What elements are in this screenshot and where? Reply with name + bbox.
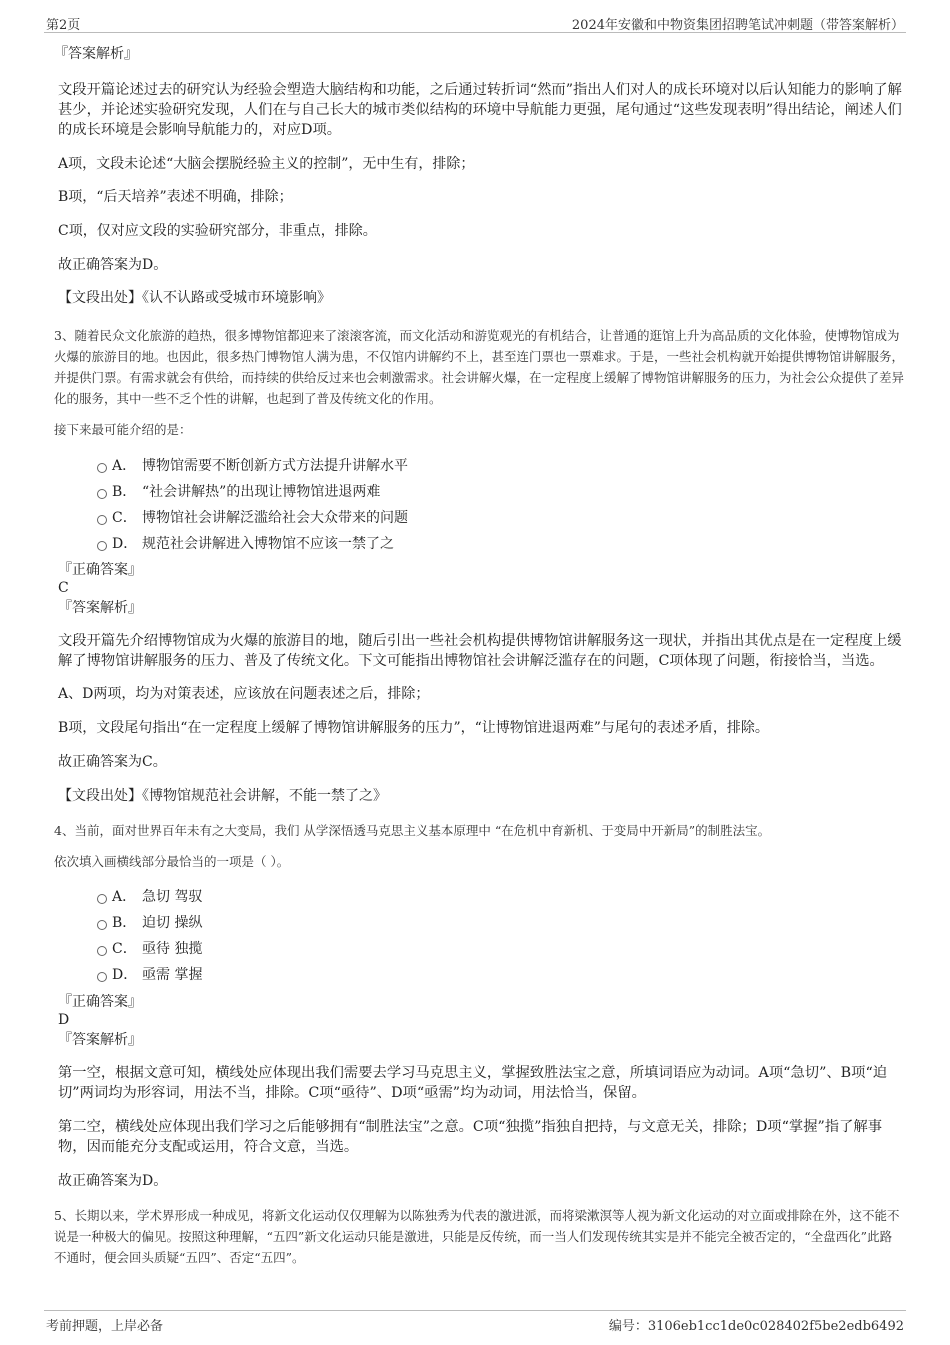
option-letter: D． xyxy=(112,536,138,552)
radio-icon[interactable] xyxy=(97,463,107,473)
option-a[interactable] xyxy=(54,884,904,910)
question-5 xyxy=(54,1205,904,1268)
analysis-conclusion: 故正确答案为C。 xyxy=(58,754,167,770)
option-letter: C． xyxy=(112,941,137,957)
option-c[interactable] xyxy=(54,505,904,531)
question-prompt: 接下来最可能介绍的是： xyxy=(54,422,192,437)
analysis-point-b: B项，文段尾句指出“在一定程度上缓解了博物馆讲解服务的压力”，“让博物馆进退两难”与尾句的表述矛盾，排除。 xyxy=(58,720,769,736)
analysis-paragraph-2: 第二空，横线处应体现出我们学习之后能够拥有“制胜法宝”之意。C项“独揽”指独自把持，与文意无关，排除；D项“掌握”指了解事物，因而能充分支配或运用，符合文意，当选。 xyxy=(58,1119,882,1155)
option-letter: D． xyxy=(112,967,138,983)
analysis-point-ad: A、D两项，均为对策表述，应该放在问题表述之后，排除； xyxy=(58,686,430,702)
page-header xyxy=(44,12,906,33)
options-list xyxy=(54,884,904,988)
option-d[interactable] xyxy=(54,962,904,988)
options-list xyxy=(54,453,904,557)
analysis-label: 『答案解析』 xyxy=(58,600,142,616)
analysis-label: 『答案解析』 xyxy=(58,1032,142,1048)
analysis-paragraph: 文段开篇先介绍博物馆成为火爆的旅游目的地，随后引出一些社会机构提供博物馆讲解服务这一现状，并指出其优点是在一定程度上缓解了博物馆讲解服务的压力、普及了传统文化。下文可能指出博物馆社会讲解泛滥存在的问题，C项体现了问题，衔接恰当，当选。 xyxy=(58,633,902,669)
option-text: 规范社会讲解进入博物馆不应该一禁了之 xyxy=(142,536,394,552)
radio-icon[interactable] xyxy=(97,894,107,904)
option-c[interactable] xyxy=(54,936,904,962)
question-stem: 5、长期以来，学术界形成一种成见，将新文化运动仅仅理解为以陈独秀为代表的激进派，而将梁漱溟等人视为新文化运动的对立面或排除在外，这不能不说是一种极大的偏见。按照这种理解，“五四”新文化运动只能是激进，只能是反传统，而一当人们发现传统其实是并不能完全被否定的，“全盘西化”此路不通时，便会回头质疑“五四”、否定“五四”。 xyxy=(54,1208,900,1265)
radio-icon[interactable] xyxy=(97,920,107,930)
prev-question-analysis xyxy=(54,44,904,308)
answer-value: D xyxy=(58,1012,70,1028)
option-letter: C． xyxy=(112,510,137,526)
radio-icon[interactable] xyxy=(97,946,107,956)
question-stem: 3、随着民众文化旅游的趋热，很多博物馆都迎来了滚滚客流，而文化活动和游览观光的有机结合，让普通的逛馆上升为高品质的文化体验，使博物馆成为火爆的旅游目的地。也因此，很多热门博物馆人满为患，不仅馆内讲解约不上，甚至连门票也一票难求。于是，一些社会机构就开始提供博物馆讲解服务，并提供门票。有需求就会有供给，而持续的供给反过来也会刺激需求。社会讲解火爆，在一定程度上缓解了博物馆讲解服务的压力，为社会公众提供了差异化的服务，其中一些不乏个性的讲解，也起到了普及传统文化的作用。 xyxy=(54,328,905,406)
option-letter: B． xyxy=(112,484,137,500)
footer-slogan: 考前押题，上岸必备 xyxy=(46,1319,164,1334)
answer-label: 『正确答案』 xyxy=(58,994,142,1010)
option-text: “社会讲解热”的出现让博物馆进退两难 xyxy=(142,484,381,500)
option-text: 亟需 掌握 xyxy=(142,967,203,983)
option-letter: A． xyxy=(112,458,137,474)
question-stem: 4、当前，面对世界百年未有之大变局，我们 从学深悟透马克思主义基本原理中 “在危机中育新机、于变局中开新局”的制胜法宝。 xyxy=(54,823,771,838)
option-text: 迫切 操纵 xyxy=(142,915,203,931)
radio-icon[interactable] xyxy=(97,541,107,551)
option-text: 博物馆社会讲解泛滥给社会大众带来的问题 xyxy=(142,510,408,526)
analysis-point-c: C项，仅对应文段的实验研究部分，非重点，排除。 xyxy=(58,223,377,239)
option-text: 博物馆需要不断创新方式方法提升讲解水平 xyxy=(142,458,408,474)
option-a[interactable] xyxy=(54,453,904,479)
document-title: 2024年安徽和中物资集团招聘笔试冲刺题（带答案解析） xyxy=(571,18,904,33)
analysis-conclusion: 故正确答案为D。 xyxy=(58,257,168,273)
answer-label: 『正确答案』 xyxy=(58,562,142,578)
radio-icon[interactable] xyxy=(97,515,107,525)
analysis-paragraph-1: 第一空，根据文意可知，横线处应体现出我们需要去学习马克思主义，掌握致胜法宝之意，所填词语应为动词。A项“急切”、B项“迫切”两词均为形容词，用法不当，排除。C项“亟待”、D项“亟需”均为动词，用法恰当，保留。 xyxy=(58,1065,888,1101)
source-citation: 【文段出处】《认不认路或受城市环境影响》 xyxy=(58,290,331,306)
question-prompt: 依次填入画横线部分最恰当的一项是（ ）。 xyxy=(54,854,290,869)
question-3 xyxy=(54,325,904,806)
radio-icon[interactable] xyxy=(97,972,107,982)
answer-value: C xyxy=(58,580,69,596)
radio-icon[interactable] xyxy=(97,489,107,499)
analysis-point-a: A项，文段未论述“大脑会摆脱经验主义的控制”，无中生有，排除； xyxy=(58,156,475,172)
page-number: 第2页 xyxy=(46,18,81,33)
option-d[interactable] xyxy=(54,531,904,557)
analysis-point-b: B项，“后天培养”表述不明确，排除； xyxy=(58,189,293,205)
option-text: 急切 驾驭 xyxy=(142,889,203,905)
option-letter: B． xyxy=(112,915,137,931)
page-footer xyxy=(44,1310,906,1335)
option-text: 亟待 独揽 xyxy=(142,941,203,957)
question-4 xyxy=(54,820,904,1191)
analysis-label: 『答案解析』 xyxy=(54,46,138,62)
analysis-paragraph: 文段开篇论述过去的研究认为经验会塑造大脑结构和功能，之后通过转折词“然而”指出人们对人的成长环境对以后认知能力的影响了解甚少，并论述实验研究发现，人们在与自己长大的城市类似结构的环境中导航能力更强，尾句通过“这些发现表明”得出结论，阐述人们的成长环境是会影响导航能力的，对应D项。 xyxy=(58,82,902,138)
option-letter: A． xyxy=(112,889,137,905)
document-body xyxy=(54,44,904,1268)
option-b[interactable] xyxy=(54,479,904,505)
option-b[interactable] xyxy=(54,910,904,936)
source-citation: 【文段出处】《博物馆规范社会讲解，不能一禁了之》 xyxy=(58,788,387,804)
document-id: 编号：3106eb1cc1de0c028402f5be2edb6492 xyxy=(608,1319,904,1334)
analysis-conclusion: 故正确答案为D。 xyxy=(58,1173,168,1189)
